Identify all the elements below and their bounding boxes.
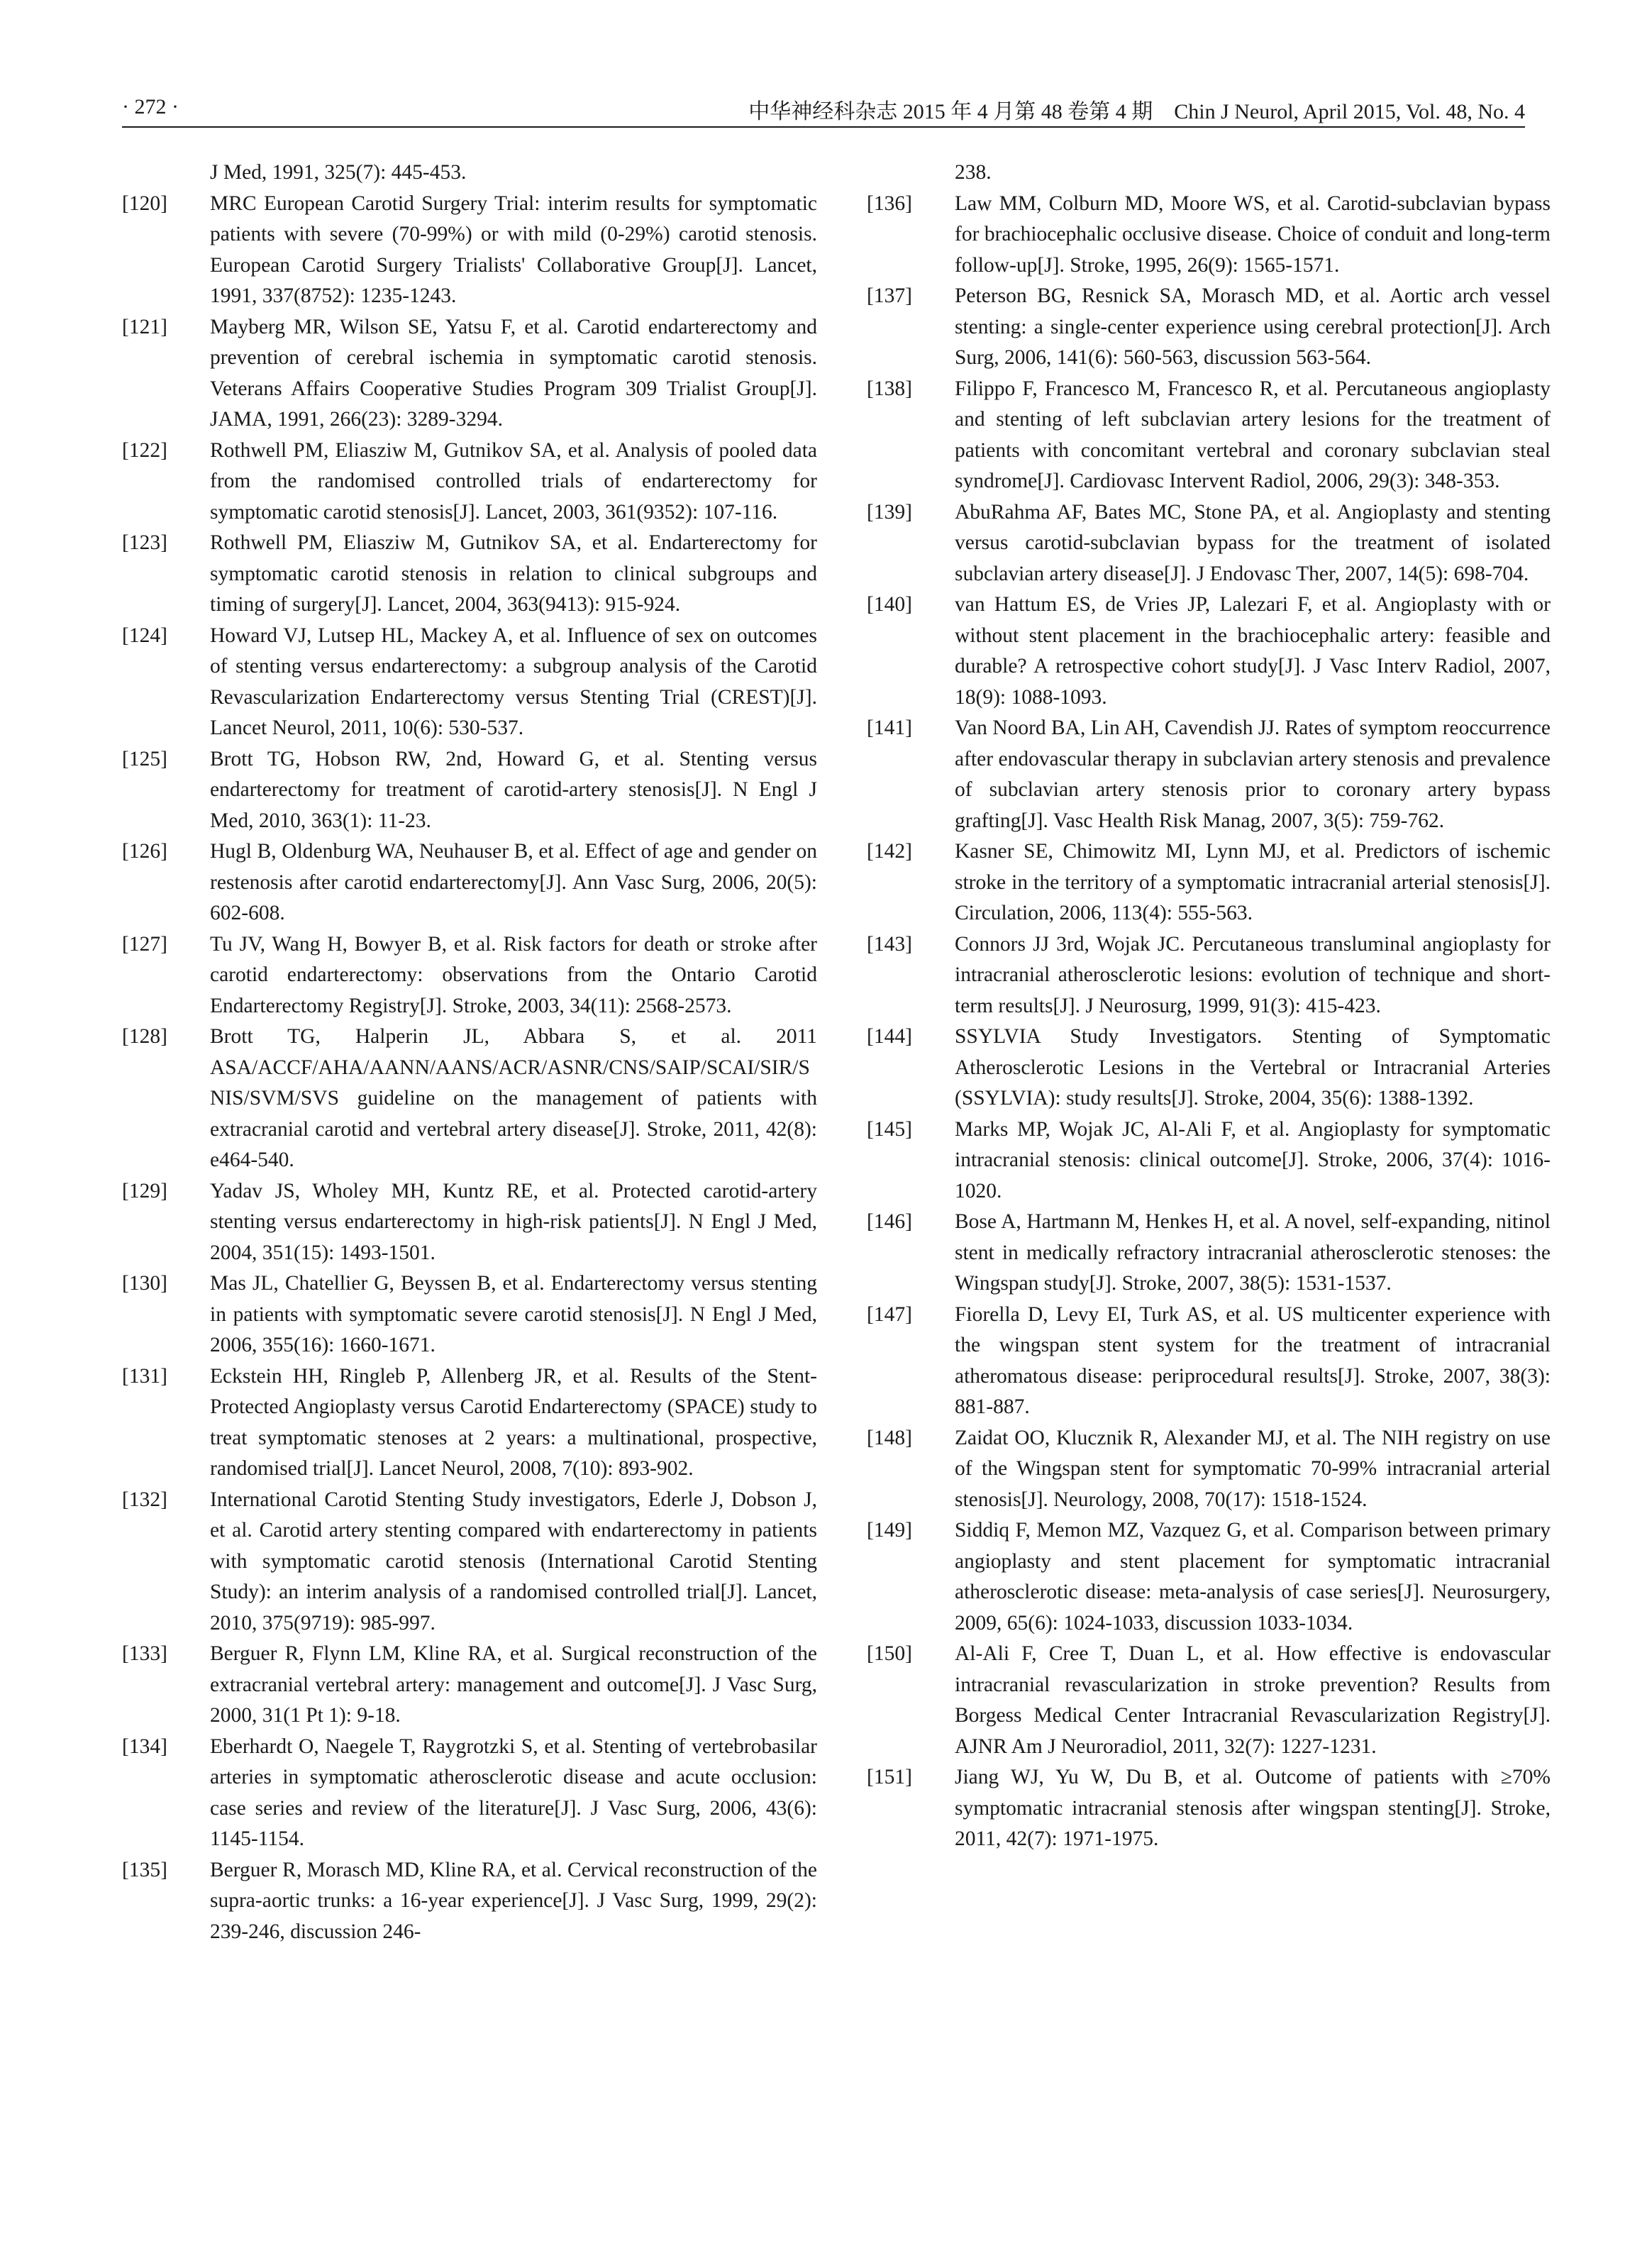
reference-entry xyxy=(122,1485,817,1639)
reference-entry xyxy=(867,1300,1551,1423)
reference-entry xyxy=(122,836,817,929)
reference-text: Berguer R, Flynn LM, Kline RA, et al. Surgical reconstruction of the extracranial vertebral artery: management and outcome[J]. J Vasc Surg, 2000, 31(1 Pt 1): 9-18. xyxy=(210,1642,817,1727)
reference-number: [124] xyxy=(122,624,167,647)
reference-number: [133] xyxy=(122,1642,167,1665)
reference-text: Siddiq F, Memon MZ, Vazquez G, et al. Comparison between primary angioplasty and stent placement for symptomatic intracranial atherosclerotic disease: meta-analysis of case series[J]. Neurosurgery, 2009, 65(6): 1024-1033, discussion 1033-1034. xyxy=(955,1519,1551,1634)
reference-entry xyxy=(122,621,817,744)
reference-text: Mayberg MR, Wilson SE, Yatsu F, et al. Carotid endarterectomy and prevention of cerebral ischemia in symptomatic carotid stenosis. Veterans Affairs Cooperative Studies Program 309 Trialist Group[J]. JAMA, 1991, 266(23): 3289-3294. xyxy=(210,315,817,431)
header-rule xyxy=(122,126,1525,128)
reference-entry xyxy=(867,1515,1551,1639)
reference-entry xyxy=(867,1114,1551,1207)
reference-entry xyxy=(867,1022,1551,1114)
reference-entry xyxy=(867,281,1551,374)
reference-column-left xyxy=(122,157,817,1947)
reference-number: [132] xyxy=(122,1488,167,1511)
reference-text: Rothwell PM, Eliasziw M, Gutnikov SA, et al. Endarterectomy for symptomatic carotid stenosis in relation to clinical subgroups and timing of surgery[J]. Lancet, 2004, 363(9413): 915-924. xyxy=(210,531,817,616)
reference-entry xyxy=(122,1176,817,1269)
reference-number: [143] xyxy=(867,932,912,956)
reference-entry xyxy=(122,1639,817,1732)
reference-text: Berguer R, Morasch MD, Kline RA, et al. Cervical reconstruction of the supra-aortic trunks: a 16-year experience[J]. J Vasc Surg, 1999, 29(2): 239-246, discussion 246- xyxy=(210,1858,817,1943)
reference-entry xyxy=(867,929,1551,1022)
reference-number: [128] xyxy=(122,1025,167,1048)
reference-number: [137] xyxy=(867,284,912,307)
reference-text: Van Noord BA, Lin AH, Cavendish JJ. Rates of symptom reoccurrence after endovascular therapy in subclavian artery stenosis and prevalence of subclavian artery stenosis prior to coronary artery bypass grafting[J]. Vasc Health Risk Manag, 2007, 3(5): 759-762. xyxy=(955,717,1551,832)
reference-text: Brott TG, Hobson RW, 2nd, Howard G, et al. Stenting versus endarterectomy for treatment of carotid-artery stenosis[J]. N Engl J Med, 2010, 363(1): 11-23. xyxy=(210,747,817,832)
reference-text: Jiang WJ, Yu W, Du B, et al. Outcome of patients with ≥70% symptomatic intracranial stenosis after wingspan stenting[J]. Stroke, 2011, 42(7): 1971-1975. xyxy=(955,1766,1551,1850)
reference-entry xyxy=(867,1207,1551,1300)
reference-number: [150] xyxy=(867,1642,912,1665)
journal-citation-line: 中华神经科杂志 2015 年 4 月第 48 卷第 4 期 Chin J Neurol, April 2015, Vol. 48, No. 4 xyxy=(748,100,1525,123)
reference-text: Fiorella D, Levy EI, Turk AS, et al. US multicenter experience with the wingspan stent system for the treatment of intracranial atheromatous disease: periprocedural results[J]. Stroke, 2007, 38(3): 881-887. xyxy=(955,1302,1551,1418)
reference-number: [146] xyxy=(867,1210,912,1233)
reference-list-left xyxy=(122,189,817,1948)
reference-number: [130] xyxy=(122,1272,167,1295)
reference-number: [123] xyxy=(122,531,167,554)
reference-text: Connors JJ 3rd, Wojak JC. Percutaneous transluminal angioplasty for intracranial atherosclerotic lesions: evolution of technique and short-term results[J]. J Neurosurg, 1999, 91(3): 415-423. xyxy=(955,932,1551,1017)
reference-number: [136] xyxy=(867,192,912,215)
reference-number: [126] xyxy=(122,840,167,863)
reference-entry xyxy=(122,436,817,529)
reference-entry xyxy=(122,312,817,436)
reference-text: Marks MP, Wojak JC, Al-Ali F, et al. Angioplasty for symptomatic intracranial stenosis: clinical outcome[J]. Stroke, 2006, 37(4): 1016-1020. xyxy=(955,1117,1551,1202)
reference-text: Law MM, Colburn MD, Moore WS, et al. Carotid-subclavian bypass for brachiocephalic occlusive disease. Choice of conduit and long-term follow-up[J]. Stroke, 1995, 26(9): 1565-1571. xyxy=(955,192,1551,277)
reference-entry xyxy=(122,1855,817,1948)
reference-entry xyxy=(122,528,817,621)
reference-text: Rothwell PM, Eliasziw M, Gutnikov SA, et al. Analysis of pooled data from the randomised controlled trials of endarterectomy for symptomatic carotid stenosis[J]. Lancet, 2003, 361(9352): 107-116. xyxy=(210,438,817,524)
reference-text: Eckstein HH, Ringleb P, Allenberg JR, et al. Results of the Stent-Protected Angioplasty versus Carotid Endarterectomy (SPACE) study to treat symptomatic stenoses at 2 years: a multinational, prospective, randomised trial[J]. Lancet Neurol, 2008, 7(10): 893-902. xyxy=(210,1364,817,1480)
reference-text: MRC European Carotid Surgery Trial: interim results for symptomatic patients with severe (70-99%) or with mild (0-29%) carotid stenosis. European Carotid Surgery Trialists' Collaborative Group[J]. Lancet, 1991, 337(8752): 1235-1243. xyxy=(210,192,817,307)
reference-continuation: J Med, 1991, 325(7): 445-453. xyxy=(210,161,467,184)
reference-entry xyxy=(867,497,1551,590)
reference-entry xyxy=(122,929,817,1022)
reference-text: Hugl B, Oldenburg WA, Neuhauser B, et al. Effect of age and gender on restenosis after carotid endarterectomy[J]. Ann Vasc Surg, 2006, 20(5): 602-608. xyxy=(210,840,817,924)
reference-entry xyxy=(122,1268,817,1361)
reference-entry xyxy=(867,713,1551,836)
reference-text: Peterson BG, Resnick SA, Morasch MD, et al. Aortic arch vessel stenting: a single-center experience using cerebral protection[J]. Arch Surg, 2006, 141(6): 560-563, discussion 563-564. xyxy=(955,284,1551,369)
reference-number: [135] xyxy=(122,1858,167,1881)
reference-entry xyxy=(867,374,1551,497)
reference-number: [125] xyxy=(122,747,167,770)
reference-number: [140] xyxy=(867,593,912,616)
reference-number: [142] xyxy=(867,840,912,863)
reference-number: [145] xyxy=(867,1117,912,1141)
reference-number: [149] xyxy=(867,1519,912,1542)
reference-text: Eberhardt O, Naegele T, Raygrotzki S, et al. Stenting of vertebrobasilar arteries in symptomatic atherosclerotic disease and acute occlusion: case series and review of the literature[J]. J Vasc Surg, 2006, 43(6): 1145-1154. xyxy=(210,1735,817,1850)
reference-number: [127] xyxy=(122,932,167,956)
reference-entry xyxy=(122,1732,817,1855)
reference-entry xyxy=(867,1639,1551,1762)
reference-number: [148] xyxy=(867,1426,912,1449)
reference-text: Bose A, Hartmann M, Henkes H, et al. A novel, self-expanding, nitinol stent in medically refractory intracranial atherosclerotic stenoses: the Wingspan study[J]. Stroke, 2007, 38(5): 1531-1537. xyxy=(955,1210,1551,1295)
reference-text: Filippo F, Francesco M, Francesco R, et al. Percutaneous angioplasty and stenting of left subclavian artery lesions for the treatment of patients with concomitant vertebral and coronary subclavian steal syndrome[J]. Cardiovasc Intervent Radiol, 2006, 29(3): 348-353. xyxy=(955,377,1551,492)
reference-entry xyxy=(122,744,817,837)
reference-text: Kasner SE, Chimowitz MI, Lynn MJ, et al. Predictors of ischemic stroke in the territory of a symptomatic intracranial arterial stenosis[J]. Circulation, 2006, 113(4): 555-563. xyxy=(955,840,1551,924)
reference-column-right xyxy=(867,157,1551,1855)
reference-number: [122] xyxy=(122,438,167,462)
reference-text: Howard VJ, Lutsep HL, Mackey A, et al. Influence of sex on outcomes of stenting versus endarterectomy: a subgroup analysis of the Carotid Revascularization Endarterectomy versus Stenting Trial (CREST)[J]. Lancet Neurol, 2011, 10(6): 530-537. xyxy=(210,624,817,739)
reference-text: AbuRahma AF, Bates MC, Stone PA, et al. Angioplasty and stenting versus carotid-subclavian bypass for the treatment of isolated subclavian artery disease[J]. J Endovasc Ther, 2007, 14(5): 698-704. xyxy=(955,500,1551,585)
reference-number: [138] xyxy=(867,377,912,400)
reference-number: [120] xyxy=(122,192,167,215)
reference-number: [129] xyxy=(122,1179,167,1202)
reference-text: International Carotid Stenting Study investigators, Ederle J, Dobson J, et al. Carotid artery stenting compared with endarterectomy in patients with symptomatic carotid stenosis (International Carotid Stenting Study): an interim analysis of a randomised controlled trial[J]. Lancet, 2010, 375(9719): 985-997. xyxy=(210,1488,817,1634)
reference-list-right xyxy=(867,189,1551,1855)
reference-number: [139] xyxy=(867,500,912,524)
reference-text: Tu JV, Wang H, Bowyer B, et al. Risk factors for death or stroke after carotid endarterectomy: observations from the Ontario Carotid Endarterectomy Registry[J]. Stroke, 2003, 34(11): 2568-2573. xyxy=(210,932,817,1017)
page-number: · 272 · xyxy=(122,95,179,118)
reference-entry xyxy=(867,1423,1551,1516)
reference-entry xyxy=(867,836,1551,929)
reference-number: [151] xyxy=(867,1766,912,1788)
reference-entry xyxy=(122,1022,817,1176)
reference-text: Zaidat OO, Klucznik R, Alexander MJ, et al. The NIH registry on use of the Wingspan stent for symptomatic 70-99% intracranial arterial stenosis[J]. Neurology, 2008, 70(17): 1518-1524. xyxy=(955,1426,1551,1511)
reference-text: Brott TG, Halperin JL, Abbara S, et al. 2011 ASA/ACCF/AHA/AANN/AANS/ACR/ASNR/CNS/SAIP/SCAI/SIR/SNIS/SVM/SVS guideline on the management of patients with extracranial carotid and vertebral artery disease[J]. Stroke, 2011, 42(8): e464-540. xyxy=(210,1025,817,1171)
reference-number: [131] xyxy=(122,1364,167,1388)
reference-number: [147] xyxy=(867,1302,912,1326)
reference-text: Yadav JS, Wholey MH, Kuntz RE, et al. Protected carotid-artery stenting versus endarterectomy in high-risk patients[J]. N Engl J Med, 2004, 351(15): 1493-1501. xyxy=(210,1179,817,1264)
reference-continuation: 238. xyxy=(955,161,992,184)
reference-entry xyxy=(867,590,1551,713)
reference-text: Al-Ali F, Cree T, Duan L, et al. How effective is endovascular intracranial revascularization in stroke prevention? Results from Borgess Medical Center Intracranial Revascularization Registry[J]. AJNR Am J Neuroradiol, 2011, 32(7): 1227-1231. xyxy=(955,1642,1551,1758)
reference-entry xyxy=(122,189,817,312)
reference-entry xyxy=(867,189,1551,282)
reference-text: van Hattum ES, de Vries JP, Lalezari F, et al. Angioplasty with or without stent placement in the brachiocephalic artery: feasible and durable? A retrospective cohort study[J]. J Vasc Interv Radiol, 2007, 18(9): 1088-1093. xyxy=(955,593,1551,709)
reference-entry xyxy=(122,1361,817,1485)
reference-number: [134] xyxy=(122,1735,167,1758)
reference-number: [121] xyxy=(122,315,167,338)
reference-text: SSYLVIA Study Investigators. Stenting of Symptomatic Atherosclerotic Lesions in the Vertebral or Intracranial Arteries (SSYLVIA): study results[J]. Stroke, 2004, 35(6): 1388-1392. xyxy=(955,1025,1551,1110)
reference-number: [141] xyxy=(867,717,912,739)
page-header xyxy=(122,87,1525,126)
reference-text: Mas JL, Chatellier G, Beyssen B, et al. Endarterectomy versus stenting in patients with symptomatic severe carotid stenosis[J]. N Engl J Med, 2006, 355(16): 1660-1671. xyxy=(210,1272,817,1356)
reference-number: [144] xyxy=(867,1025,912,1048)
reference-entry xyxy=(867,1762,1551,1855)
